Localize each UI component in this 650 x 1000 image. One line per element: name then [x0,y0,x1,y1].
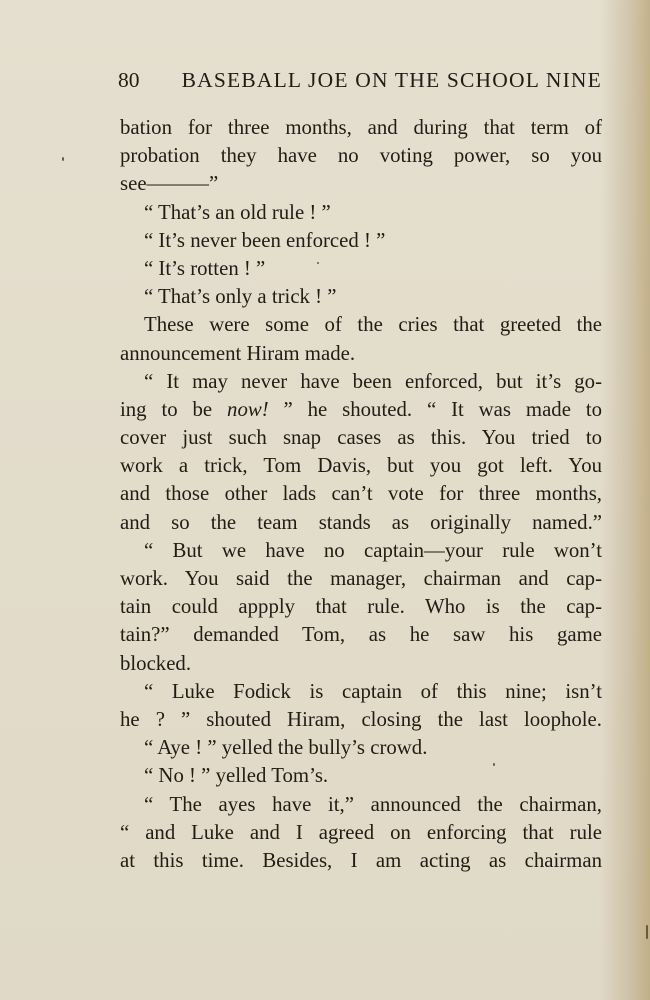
text-line: “ It’s never been enforced ! ” [144,228,386,252]
text-line: he ? ” shouted Hiram, closing the last loophole. [120,707,602,731]
page-number: 80 [118,68,140,92]
text-line: “ That’s only a trick ! ” [144,285,337,309]
running-head: BASEBALL JOE ON THE SCHOOL NINE [181,68,602,92]
text-line: “ The ayes have it,” announced the chairman, [144,792,602,816]
text-segment: ing to be [120,397,228,421]
text-line: tain could appply that rule. Who is the cap- [120,595,602,619]
paper-speck [317,262,319,264]
text-line: “ That’s an old rule ! ” [144,200,331,224]
text-line: work. You said the manager, chairman and cap- [120,567,602,590]
emphasized-word: now! [227,397,269,421]
text-line: see———” [120,172,219,196]
text-segment: ” he shouted. “ It was made to [268,397,602,421]
text-line: probation they have no voting power, so you [120,144,602,168]
paper-speck [493,763,495,766]
text-line: announcement Hiram made. [120,341,356,365]
text-line: and those other lads can’t vote for three months, [120,482,602,506]
text-line: bation for three months, and during that term of [120,116,602,139]
text-line: blocked. [120,651,192,675]
text-line: “ No ! ” yelled Tom’s. [144,764,329,788]
body-text [120,114,602,875]
text-line: cover just such snap cases as this. You tried to [120,426,602,450]
text-line: “ and Luke and I agreed on enforcing that rule [120,820,602,844]
text-line [120,396,602,424]
text-line: “ It’s rotten ! ” [144,256,266,280]
paper-speck [646,925,648,939]
text-line: “ It may never have been enforced, but it’s go- [144,369,602,393]
page-header [118,68,602,93]
text-line: at this time. Besides, I am acting as chairman [120,848,602,872]
paper-speck [62,157,64,161]
text-line: work a trick, Tom Davis, but you got left. You [120,454,602,478]
text-line: and so the team stands as originally named.” [120,510,602,534]
text-line: These were some of the cries that greeted the [144,313,602,337]
text-line: “ Aye ! ” yelled the bully’s crowd. [144,736,428,760]
text-line: tain?” demanded Tom, as he saw his game [120,623,602,647]
text-line: “ But we have no captain—your rule won’t [144,538,602,562]
text-line: “ Luke Fodick is captain of this nine; isn’t [144,679,602,703]
